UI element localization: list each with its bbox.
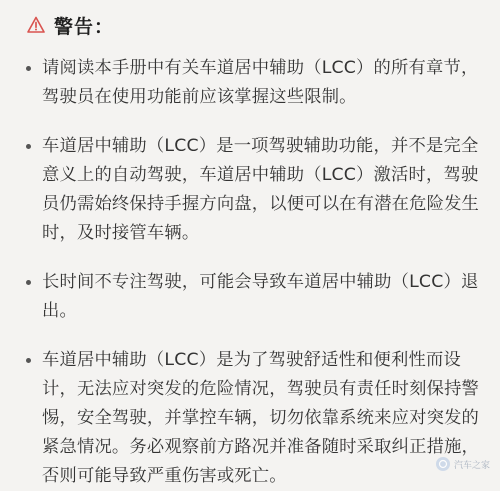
warning-list-item (26, 268, 482, 326)
warning-item-text: 车道居中辅助（LCC）是一项驾驶辅助功能，并不是完全意义上的自动驾驶，车道居中辅助（LCC）激活时，驾驶员仍需始终保持手握方向盘，以便可以在有潜在危险发生时，及时接管车辆。 (42, 136, 480, 243)
warning-item-text: 长时间不专注驾驶，可能会导致车道居中辅助（LCC）退出。 (42, 272, 479, 321)
warning-list (26, 54, 482, 491)
bullet-dot (26, 280, 31, 285)
bullet-dot (26, 144, 31, 149)
bullet-dot (26, 358, 31, 363)
warning-list-item (26, 54, 482, 112)
watermark-logo-icon (436, 457, 450, 471)
warning-list-item (26, 132, 482, 248)
watermark-text: 汽车之家 (453, 460, 490, 471)
warning-triangle-icon (26, 15, 46, 35)
watermark (436, 457, 490, 471)
warning-title: 警告： (54, 15, 115, 38)
warning-list-item (26, 346, 482, 491)
bullet-dot (26, 66, 31, 71)
warning-item-text: 请阅读本手册中有关车道居中辅助（LCC）的所有章节，驾驶员在使用功能前应该掌握这些限制。 (42, 58, 479, 107)
warning-item-text: 车道居中辅助（LCC）是为了驾驶舒适性和便利性而设计，无法应对突发的危险情况，驾驶员有责任时刻保持警惕，安全驾驶，并掌控车辆，切勿依靠系统来应对突发的紧急情况。务必观察前方路况并准备随时采取纠正措施，否则可能导致严重伤害或死亡。 (42, 350, 480, 486)
warning-header (26, 8, 482, 42)
